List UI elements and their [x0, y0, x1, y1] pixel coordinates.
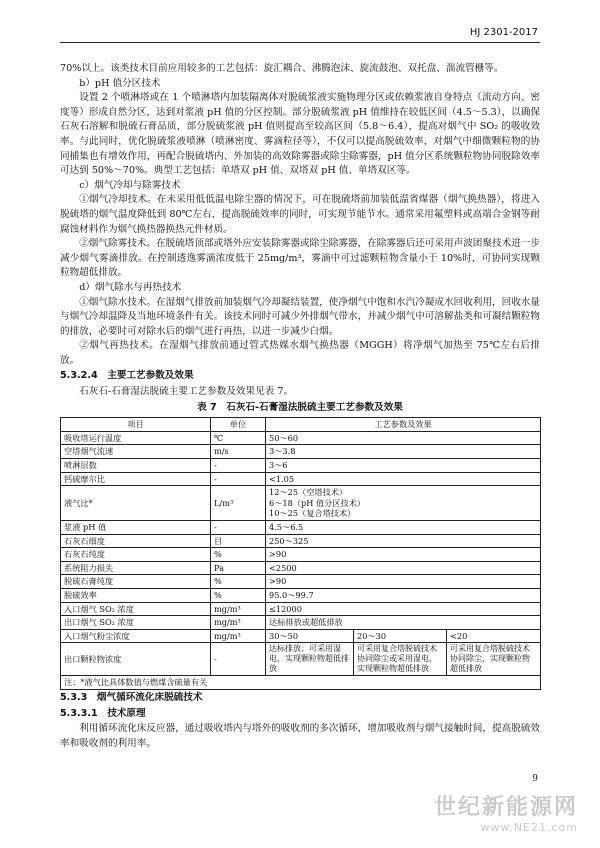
table-cell: mg/m³: [211, 616, 266, 630]
table-cell: 钙硫摩尔比: [61, 472, 211, 486]
table-cell: 脱硫效率: [61, 588, 211, 602]
table-cell: 可采用复合塔脱硫技术协同除尘或采用湿电，实现颗粒物超低排放: [354, 643, 447, 676]
paragraph: 70%以上。该类技术目前应用较多的工艺包括：旋汇耦合、沸腾泡沫、旋流鼓泡、双托盘、湍流管栅等。: [60, 63, 504, 74]
table-note: 注：*液气比具体数值与燃煤含硫量有关: [61, 676, 541, 690]
paragraph: 利用循环流化床反应器，通过吸收塔内与塔外的吸收剂的多次循环，增加吸收剂与烟气接触时间，提高脱硫效率和吸收剂的利用率。: [60, 723, 540, 749]
table-cell: 空塔烟气流速: [61, 445, 211, 459]
watermark-text: 世纪新能源网: [433, 795, 578, 820]
table-cell: mg/m³: [211, 602, 266, 616]
table-row: [61, 472, 541, 486]
table-cell: 3～6: [266, 459, 541, 473]
table-cell: -: [211, 643, 266, 676]
section-heading: 5.3.3 烟气循环流化床脱硫技术: [60, 691, 203, 703]
table-cell: 系统阻力损失: [61, 561, 211, 575]
table-row: [61, 431, 541, 445]
table-cell: >90: [266, 575, 541, 589]
table-cell: -: [211, 521, 266, 535]
table-cell: <1.05: [266, 472, 541, 486]
subsection-title: d）烟气除水与再热技术: [79, 281, 182, 293]
table-row: [61, 534, 541, 548]
table-cell: 目: [211, 534, 266, 548]
paragraph: 设置 2 个喷淋塔或在 1 个喷淋塔内加装隔离体对脱硫浆液实施物理分区或依赖浆液自身特点（流动方向、密度等）形成自然分区，达到对浆液 pH 值的分区控制。部分脱硫浆液 pH 值维持在较低区间（4.5～5.3），以确保石灰石溶解和脱硫石膏品质，部分脱硫浆液 pH 值则提高至较高区间（5.8～6.4），提高对烟气中 SO₂ 的吸收效率。与此同时，优化脱硫浆液喷淋（喷淋密度、雾滴粒径等），不仅可以提高脱硫效率，对烟气中细微颗粒物的协同捕集也有增效作用，再配合脱硫塔内、外加装的高效除雾器或除尘除雾器，pH 值分区系统颗粒物协同脱除效率可达到 50%～70%。典型工艺包括：单塔双 pH 值、双塔双 pH 值、单塔双区等。: [60, 92, 540, 177]
table-cell: -: [211, 472, 266, 486]
lg-value-3: 10～25（复合塔技术）: [269, 508, 356, 519]
table-cell: 入口烟气 SO₂ 浓度: [61, 602, 211, 616]
table-cell: 20～30: [354, 629, 447, 643]
table-cell: 石灰石细度: [61, 534, 211, 548]
paragraph: ②烟气再热技术。在湿烟气排放前通过管式热媒水烟气换热器（MGGH）将净烟气加热至 75℃左右后排放。: [60, 340, 540, 366]
table-header-cell: 项目: [61, 418, 211, 432]
table-cell: 脱硫石膏纯度: [61, 575, 211, 589]
table-cell: 喷淋层数: [61, 459, 211, 473]
table-cell: ℃: [211, 431, 266, 445]
table-cell: 出口颗粒物浓度: [61, 643, 211, 676]
table-row: [61, 575, 541, 589]
table-cell: 50～60: [266, 431, 541, 445]
table-cell: 浆液 pH 值: [61, 521, 211, 535]
table-cell: 吸收塔运行温度: [61, 431, 211, 445]
table-row: [61, 521, 541, 535]
table-cell: 达标排放；可采用湿电，实现颗粒物超低排放: [266, 643, 354, 676]
table-row: [61, 616, 541, 630]
table-cell: m/s: [211, 445, 266, 459]
table-cell: %: [211, 548, 266, 562]
table-cell: ≤12000: [266, 602, 541, 616]
table-header-cell: 工艺参数及效果: [266, 418, 541, 432]
table-cell: 可采用复合塔脱硫技术协同除尘，实现颗粒物超低排放: [447, 643, 541, 676]
table-cell: <20: [447, 629, 541, 643]
table-note-row: [61, 676, 541, 690]
table-row: [61, 602, 541, 616]
watermark-logo: [434, 790, 578, 834]
table-header-cell: 单位: [211, 418, 266, 432]
table-cell: >90: [266, 548, 541, 562]
watermark-url: www.NE21.com: [480, 821, 578, 834]
lg-value-1: 12～25（空塔技术）: [269, 487, 348, 498]
table-row: [61, 548, 541, 562]
table-cell: 250～325: [266, 534, 541, 548]
paragraph: ②烟气除雾技术。在脱硫塔顶部或塔外应安装除雾器或除尘除雾器，在除雾器后还可采用声波团聚技术进一步减少烟气雾滴排放。在控制透逸雾滴浓度低于 25mg/m³，雾滴中可过滤颗粒物含量小于 10%时，可协同实现颗粒物超低排放。: [60, 238, 540, 279]
table-row: [61, 588, 541, 602]
table-cell: mg/m³: [211, 629, 266, 643]
table-header-row: [61, 418, 541, 432]
section-heading: 5.3.3.1 技术原理: [60, 707, 146, 719]
table-row: [61, 459, 541, 473]
header-doc-code: HJ 2301-2017: [469, 27, 538, 38]
header-rule: [60, 42, 540, 43]
page-number: 9: [532, 774, 538, 784]
table7: [60, 417, 541, 690]
table-cell: %: [211, 588, 266, 602]
subsection-title: c）烟气冷却与除雾技术: [79, 179, 181, 191]
page-body: [60, 62, 540, 751]
table-caption: 表 7 石灰石-石膏湿法脱硫主要工艺参数及效果: [197, 401, 403, 413]
table-cell: 达标排放或超低排放: [266, 616, 541, 630]
table-cell: 入口烟气粉尘浓度: [61, 629, 211, 643]
table-cell: -: [211, 459, 266, 473]
table-cell: 95.0～99.7: [266, 588, 541, 602]
table-cell: 出口烟气 SO₂ 浓度: [61, 616, 211, 630]
table-cell: 3～3.8: [266, 445, 541, 459]
table-row-outlet-particulate: [61, 643, 541, 676]
table-cell: <2500: [266, 561, 541, 575]
table-row-liquid-gas-ratio: [61, 486, 541, 521]
table-cell: [266, 486, 541, 521]
subsection-title: b）pH 值分区技术: [79, 77, 161, 89]
lg-value-2: 6～18（pH 值分区技术）: [269, 497, 366, 508]
paragraph: ①烟气冷却技术。在未采用低低温电除尘器的情况下，可在脱硫塔前加装低温省煤器（烟气换热器），将进入脱硫塔的烟气温度降低到 80℃左右，提高脱硫效率的同时，可实现节能节水。通常采用氟塑料或高端合金钢等耐腐蚀材料作为烟气换热器换热元件材质。: [60, 194, 540, 235]
table-row-inlet-dust: [61, 629, 541, 643]
table-cell: Pa: [211, 561, 266, 575]
table-row: [61, 445, 541, 459]
paragraph: 石灰石-石膏湿法脱硫主要工艺参数及效果见表 7。: [79, 386, 294, 398]
table-cell: 液气比*: [61, 486, 211, 521]
table-cell: 石灰石纯度: [61, 548, 211, 562]
table-cell: L/m³: [211, 486, 266, 521]
paragraph: ①烟气除水技术。在湿烟气排放前加装烟气冷却凝结装置，使净烟气中饱和水汽冷凝成水回收利用，回收水量与烟气冷却温降及当地环境条件有关。该技术同时可减少外排烟气带水，并减少烟气中可溶解盐类和可凝结颗粒物的排放，必要时可对除水后的烟气进行再热，以进一步减少白烟。: [60, 296, 540, 337]
table-cell: 30～50: [266, 629, 354, 643]
table-row: [61, 561, 541, 575]
section-heading: 5.3.2.4 主要工艺参数及效果: [60, 370, 194, 382]
table-cell: 4.5～6.5: [266, 521, 541, 535]
table-cell: %: [211, 575, 266, 589]
